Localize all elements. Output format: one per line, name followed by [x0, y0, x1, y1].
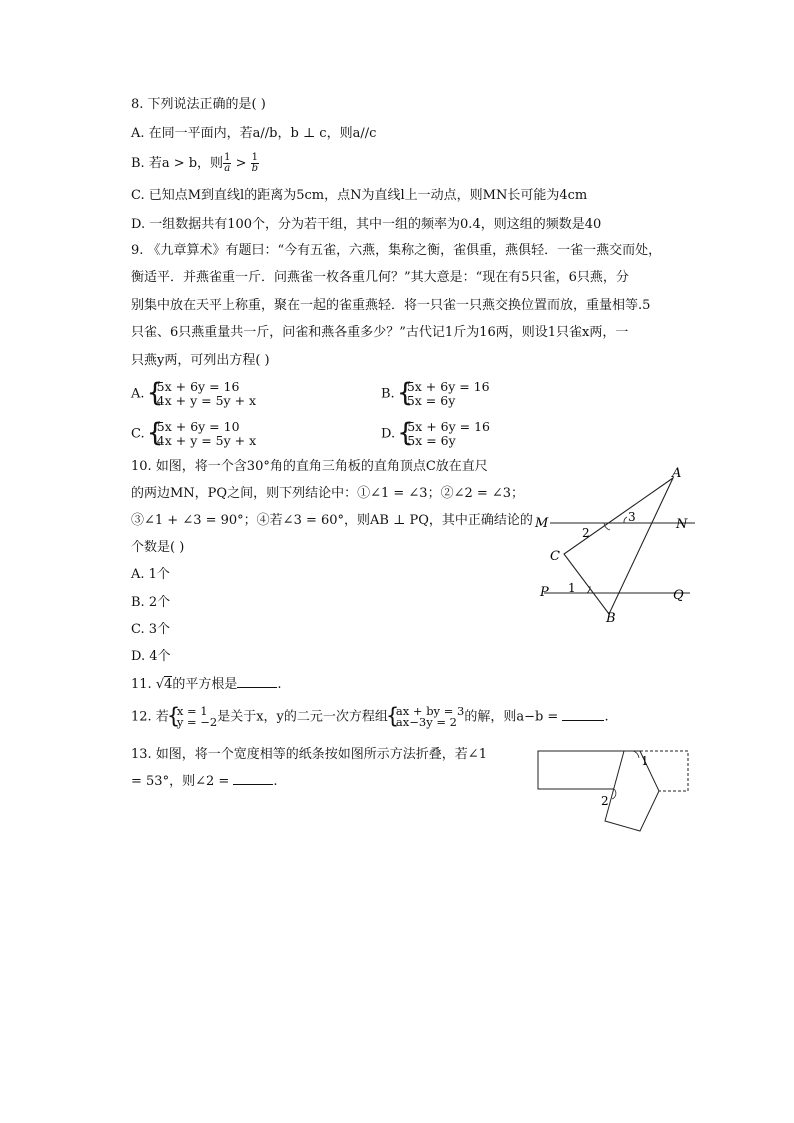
q12-mid-text: 是关于x，y的二元一次方程组 [217, 709, 388, 725]
sqrt-symbol: √ [155, 677, 165, 692]
q10-line-1: 10. 如图，将一个含30°角的直角三角板的直角顶点C放在直尺 [131, 459, 488, 474]
q13-line-2-text: = 53°，则∠2 = [131, 774, 234, 789]
q9-line-2: 衡适平．并燕雀重一斤．问燕雀一枚各重几何？”其大意是：“现在有5只雀，6只燕，分 [131, 270, 629, 285]
q9-option-a-label: A. [131, 386, 145, 402]
q13-period: . [273, 774, 278, 789]
q8-gt-sign: > [231, 156, 251, 171]
q13-line-1: 13. 如图，将一个宽度相等的纸条按如图所示方法折叠，若∠1 [131, 747, 487, 762]
q9-line-5: 只燕y两，可列出方程( ) [131, 353, 270, 368]
label-angle-1: 1 [568, 581, 576, 595]
q11-question [131, 675, 282, 695]
label-angle-1: 1 [641, 754, 649, 768]
q8-option-b-text: B. 若a > b，则 [131, 156, 224, 171]
q8-option-a: A. 在同一平面内，若a//b，b ⊥ c，则a//c [131, 126, 377, 141]
q10-option-d: D. 4个 [131, 649, 171, 664]
paper-strip [538, 751, 624, 789]
q12-equation-system: { ax + by = 3 ax−3y = 2 [388, 706, 464, 728]
label-c: C [550, 549, 560, 564]
q12-number: 12. 若 [131, 709, 169, 725]
q10-line-4: 个数是( ) [131, 540, 185, 555]
q9-option-d-label: D. [381, 426, 396, 442]
q12-solution-system: { x = 1 y = −2 [169, 706, 217, 728]
q9-option-a [131, 380, 256, 408]
q12-period: . [604, 709, 609, 725]
q9-option-a-system: { 5x + 6y = 16 4x + y = 5y + x [149, 380, 256, 408]
q10-triangle-ruler-figure [530, 462, 700, 627]
q12-post-text: 的解，则a−b = [464, 709, 563, 725]
q12-answer-blank[interactable] [562, 708, 604, 721]
q9-option-b-system: { 5x + 6y = 16 5x = 6y [399, 380, 490, 408]
q8-stem: 8. 下列说法正确的是( ) [131, 97, 266, 112]
q9-option-c [131, 420, 256, 448]
q11-number: 11. [131, 677, 156, 692]
label-a: A [672, 466, 682, 481]
q8-option-b [131, 153, 259, 174]
q11-period: . [277, 677, 282, 692]
label-b: B [606, 611, 616, 626]
q10-option-a: A. 1个 [131, 567, 170, 582]
q12-question [131, 706, 609, 728]
q9-line-3: 别集中放在天平上称重，聚在一起的雀重燕轻．将一只雀一只燕交换位置而放，重量相等.5 [131, 298, 651, 313]
q10-option-c: C. 3个 [131, 622, 171, 637]
folded-flap [605, 751, 659, 831]
q13-folded-strip-figure [535, 748, 695, 833]
q11-text: 的平方根是 [172, 677, 238, 692]
label-p: P [540, 585, 549, 600]
label-angle-3: 3 [628, 510, 636, 524]
q9-option-c-label: C. [131, 426, 145, 442]
q8-frac-1-over-a: $\frac{1}{a}$ [224, 152, 231, 174]
q9-option-b-label: B. [381, 386, 395, 402]
angle-3-arc [624, 517, 627, 523]
q8-option-c: C. 已知点M到直线l的距离为5cm，点N为直线l上一动点，则MN长可能为4cm [131, 188, 588, 203]
q8-frac-1-over-b: $\frac{1}{b}$ [251, 152, 258, 174]
label-q: Q [673, 588, 684, 603]
label-angle-2: 2 [582, 526, 590, 540]
q11-radicand: 4 [164, 677, 173, 692]
q9-line-4: 只雀、6只燕重量共一斤，问雀和燕各重多少？”古代记1斤为16两，则设1只雀x两，一 [131, 325, 629, 340]
q10-line-2: 的两边MN，PQ之间，则下列结论中：①∠1 = ∠3；②∠2 = ∠3； [131, 486, 525, 501]
label-m: M [535, 516, 549, 531]
q13-answer-blank[interactable] [233, 772, 273, 785]
triangle-abc [564, 478, 673, 614]
q9-line-1: 9. 《九章算术》有题曰：“今有五雀，六燕，集称之衡，雀俱重，燕俱轻．一雀一燕交而处， [131, 243, 662, 258]
q9-option-c-system: { 5x + 6y = 10 4x + y = 5y + x [149, 420, 256, 448]
q11-answer-blank[interactable] [237, 675, 277, 688]
q9-option-d [381, 420, 490, 448]
label-angle-2: 2 [601, 794, 609, 808]
q8-option-d: D. 一组数据共有100个，分为若干组，其中一组的频率为0.4，则这组的频数是40 [131, 217, 602, 232]
q10-line-3: ③∠1 + ∠3 = 90°；④若∠3 = 60°，则AB ⊥ PQ，其中正确结论的 [131, 513, 533, 528]
q13-line-2 [131, 772, 278, 792]
label-n: N [676, 517, 688, 532]
q10-option-b: B. 2个 [131, 595, 171, 610]
q9-option-d-system: { 5x + 6y = 16 5x = 6y [399, 420, 490, 448]
q9-option-b [381, 380, 490, 408]
